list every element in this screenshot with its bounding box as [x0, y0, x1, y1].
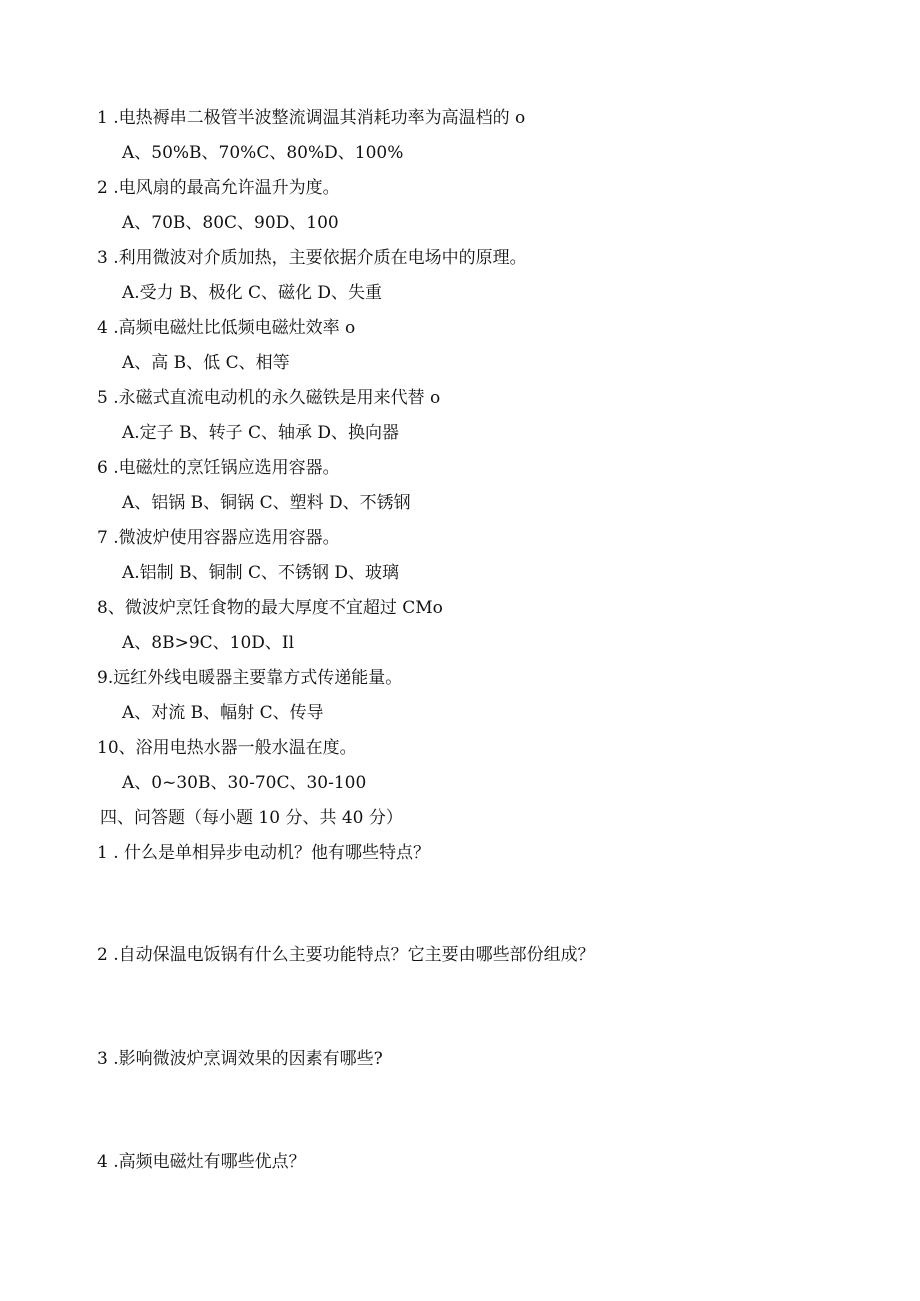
question-3-options: A.受力 B、极化 C、磁化 D、失重 [122, 283, 383, 303]
question-9: 9.远红外线电暖器主要靠方式传递能量。 [97, 668, 403, 688]
question-3: 3 .利用微波对介质加热，主要依据介质在电场中的原理。 [97, 248, 527, 268]
question-4: 4 .高频电磁灶比低频电磁灶效率 o [97, 318, 356, 338]
question-2-options: A、70B、80C、90D、100 [122, 213, 339, 233]
question-6-options: A、铝锅 B、铜锅 C、塑料 D、不锈钢 [122, 493, 411, 513]
question-7: 7 .微波炉使用容器应选用容器。 [97, 528, 340, 548]
question-5: 5 .永磁式直流电动机的永久磁铁是用来代替 o [97, 388, 441, 408]
question-7-options: A.铝制 B、铜制 C、不锈钢 D、玻璃 [122, 563, 400, 583]
essay-question-1: 1 . 什么是单相异步电动机？他有哪些特点？ [97, 843, 431, 863]
question-2: 2 .电风扇的最高允许温升为度。 [97, 178, 340, 198]
essay-question-4: 4 .高频电磁灶有哪些优点？ [97, 1152, 306, 1172]
question-5-options: A.定子 B、转子 C、轴承 D、换向器 [122, 423, 400, 443]
question-1-options: A、50%B、70%C、80%D、100% [122, 143, 404, 163]
question-8: 8、微波炉烹饪食物的最大厚度不宜超过 CMo [97, 598, 443, 618]
question-9-options: A、对流 B、幅射 C、传导 [122, 703, 324, 723]
question-10: 10、浴用电热水器一般水温在度。 [97, 738, 357, 758]
question-8-options: A、8B>9C、10D、Il [122, 633, 295, 653]
question-10-options: A、0~30B、30-70C、30-100 [122, 773, 367, 793]
essay-question-2: 2 .自动保温电饭锅有什么主要功能特点？它主要由哪些部份组成？ [97, 945, 595, 965]
section-four-heading: 四、问答题（每小题 10 分、共 40 分） [100, 808, 403, 828]
essay-question-3: 3 .影响微波炉烹调效果的因素有哪些? [97, 1049, 383, 1069]
question-6: 6 .电磁灶的烹饪锅应选用容器。 [97, 458, 340, 478]
question-4-options: A、高 B、低 C、相等 [122, 353, 290, 373]
question-1: 1 .电热褥串二极管半波整流调温其消耗功率为高温档的 o [97, 108, 526, 128]
